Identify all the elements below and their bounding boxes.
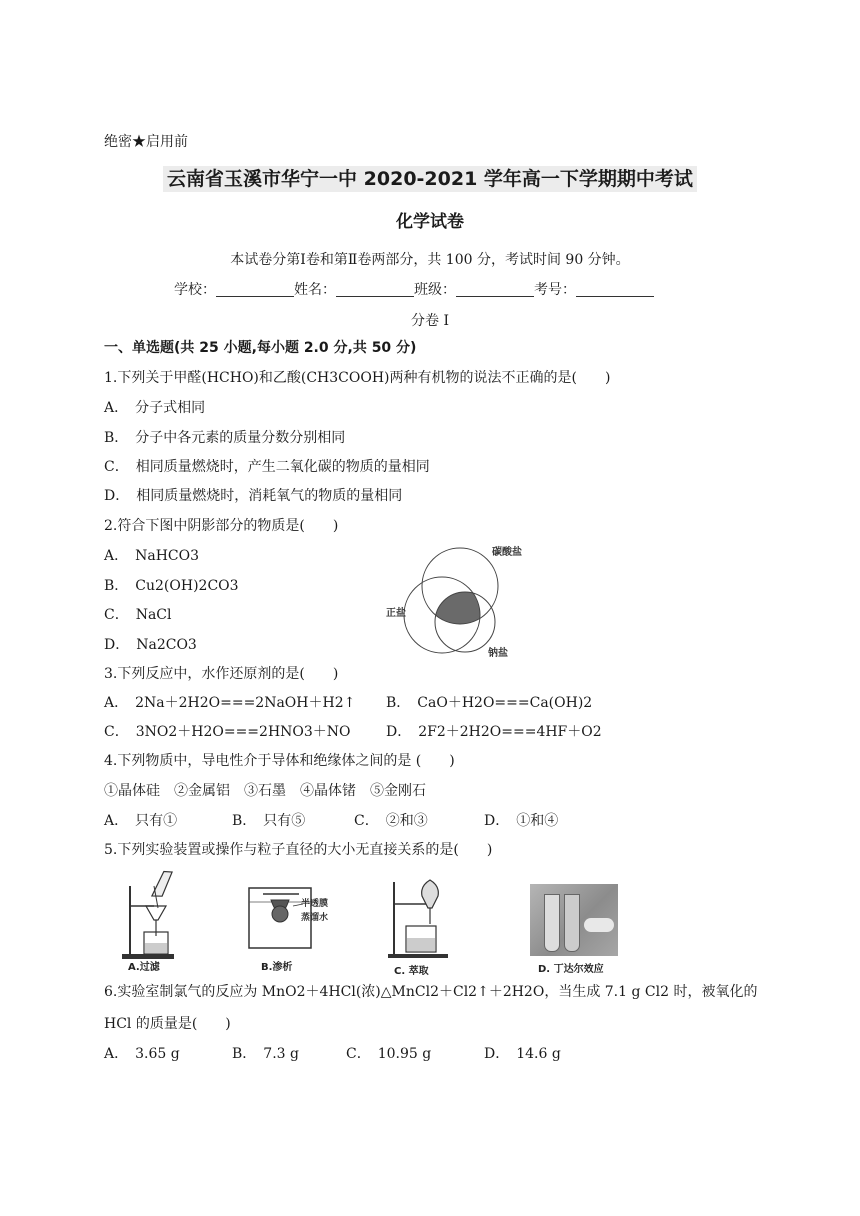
caption-a: A.过滤: [128, 962, 160, 973]
exam-subtitle: 化学试卷: [396, 212, 464, 232]
q3-option-d: D． 2F2＋2H2O===4HF＋O2: [386, 724, 602, 740]
info-fields: [174, 280, 654, 300]
q1-option-a: A． 分子式相同: [104, 400, 206, 416]
q6-stem-line1: 6.实验室制氯气的反应为 MnO2＋4HCl(浓)△MnCl2＋Cl2↑＋2H2O，当生成 7.1 g Cl2 时，被氧化的: [104, 984, 758, 1000]
q4-items: ①晶体硅 ②金属铝 ③石墨 ④晶体锗 ⑤金刚石: [104, 783, 426, 799]
section-title: 一、单选题(共 25 小题,每小题 2.0 分,共 50 分): [104, 340, 417, 356]
figure-dialysis: [243, 880, 333, 976]
q4-option-d: D． ①和④: [484, 813, 559, 829]
q1-option-d: D． 相同质量燃烧时，消耗氧气的物质的量相同: [104, 488, 403, 504]
test-tube-left: [544, 894, 560, 952]
q6-option-b: B． 7.3 g: [232, 1046, 299, 1062]
q4-option-b: B． 只有⑤: [232, 813, 306, 829]
venn-label-normal-salt: 正盐: [386, 608, 406, 619]
figure-extraction: [386, 874, 456, 978]
venn-label-carbonate: 碳酸盐: [492, 547, 522, 558]
q1-stem: 1.下列关于甲醛(HCHO)和乙酸(CH3COOH)两种有机物的说法不正确的是( ): [104, 370, 611, 386]
figure-filtration: [120, 864, 200, 976]
caption-b: B.渗析: [261, 962, 293, 973]
venn-diagram: [380, 536, 530, 661]
q3-option-c: C． 3NO2＋H2O===2HNO3＋NO: [104, 724, 351, 740]
q5-stem: 5.下列实验装置或操作与粒子直径的大小无直接关系的是( ): [104, 842, 493, 858]
q1-option-c: C． 相同质量燃烧时，产生二氧化碳的物质的量相同: [104, 459, 430, 475]
venn-label-sodium-salt: 钠盐: [488, 648, 508, 659]
caption-d: D. 丁达尔效应: [538, 964, 604, 975]
number-label: 考号：: [534, 282, 576, 298]
label-water: 蒸馏水: [301, 913, 329, 923]
q6-option-a: A． 3.65 g: [104, 1046, 180, 1062]
q2-option-c: C． NaCl: [104, 607, 172, 623]
q6-stem-line2: HCl 的质量是( ): [104, 1016, 231, 1032]
figure-tyndall-photo: [530, 884, 618, 956]
caption-c: C. 萃取: [394, 966, 429, 977]
school-label: 学校：: [174, 282, 216, 298]
q1-option-b: B． 分子中各元素的质量分数分别相同: [104, 430, 346, 446]
part-label: 分卷 I: [411, 313, 449, 329]
exam-intro: 本试卷分第Ⅰ卷和第Ⅱ卷两部分，共 100 分，考试时间 90 分钟。: [230, 252, 630, 268]
q6-option-d: D． 14.6 g: [484, 1046, 561, 1062]
label-membrane: 半透膜: [301, 899, 329, 909]
test-tube-right: [564, 894, 580, 952]
secret-label: 绝密★启用前: [104, 134, 188, 150]
q6-option-c: C． 10.95 g: [346, 1046, 432, 1062]
q2-stem: 2.符合下图中阴影部分的物质是( ): [104, 518, 339, 534]
q4-option-c: C． ②和③: [354, 813, 428, 829]
number-blank[interactable]: [576, 282, 654, 297]
q2-option-a: A． NaHCO3: [104, 548, 200, 564]
name-label: 姓名：: [294, 282, 336, 298]
q3-option-a: A． 2Na＋2H2O===2NaOH＋H2↑: [104, 695, 356, 711]
q2-option-d: D． Na2CO3: [104, 637, 197, 653]
flashlight: [584, 918, 614, 932]
class-label: 班级：: [414, 282, 456, 298]
q4-option-a: A． 只有①: [104, 813, 178, 829]
q3-option-b: B． CaO＋H2O===Ca(OH)2: [386, 695, 593, 711]
q3-stem: 3.下列反应中，水作还原剂的是( ): [104, 666, 339, 682]
school-blank[interactable]: [216, 282, 294, 297]
name-blank[interactable]: [336, 282, 414, 297]
q2-option-b: B． Cu2(OH)2CO3: [104, 578, 239, 594]
class-blank[interactable]: [456, 282, 534, 297]
caption-d-wrap: [530, 958, 630, 978]
exam-title: 云南省玉溪市华宁一中 2020-2021 学年高一下学期期中考试: [0, 166, 860, 192]
q4-stem: 4.下列物质中，导电性介于导体和绝缘体之间的是 ( ): [104, 753, 455, 769]
